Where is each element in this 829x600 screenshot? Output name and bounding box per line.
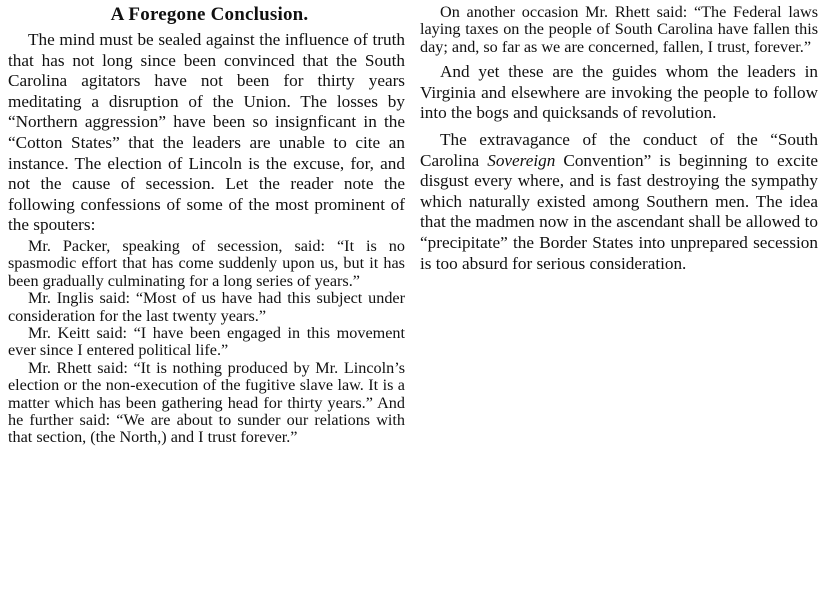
keitt-quote: Mr. Keitt said: “I have been engaged in this movement ever since I entered political life.” <box>8 323 405 360</box>
intro-paragraph: The mind must be sealed against the influence of truth that has not long since been convinced that the South Carolina agitators have not been for thirty years meditating a disruption of the Union. The losses by “Northern aggression” have been so insignficant in the “Cotton States” that the leaders are unable to cite an instance. The election of Lincoln is the excuse, for, and not the cause of secession. Let the reader note the following confessions of some of the most prominent of the spouters: <box>8 30 405 235</box>
extravagance-text-start: The extravagance of the conduct of the “South Carolina <box>420 130 818 170</box>
guides-paragraph: And yet these are the guides whom the leaders in Virginia and elsewhere are invoking the people to follow into the bogs and quicksands of revolution. <box>420 62 818 123</box>
sovereign-italic: Sovereign <box>487 150 556 170</box>
packer-quote: Mr. Packer, speaking of secession, said: “It is no spasmodic effort that has come suddenly upon us, but it has been gradually culminating for a long series of years.” <box>8 236 405 290</box>
rhett-quote: Mr. Rhett said: “It is nothing produced by Mr. Lincoln’s election or the non-execution of the fugitive slave law. It is a matter which has been gathering head for thirty years.” And he further said: “We are about to sunder our relations with that section, (the North,) and I trust forever.” <box>8 358 405 447</box>
left-column <box>8 4 405 447</box>
extravagance-paragraph <box>420 130 818 274</box>
article-headline: A Foregone Conclusion. <box>110 4 309 25</box>
extravagance-text-end: Convention” is beginning to excite disgust every where, and is fast destroying the sympathy which naturally existed among Southern men. The idea that the madmen now in the ascendant shall be allowed to “precipitate” the Border States into unprepared secession is too absurd for serious consideration. <box>420 150 818 273</box>
right-column <box>420 4 818 274</box>
rhett-another-occasion: On another occasion Mr. Rhett said: “The Federal laws laying taxes on the people of South Carolina have fallen this day; and, so far as we are concerned, fallen, I trust, forever.” <box>420 3 818 56</box>
inglis-quote: Mr. Inglis said: “Most of us have had this subject under consideration for the last twenty years.” <box>8 289 405 325</box>
